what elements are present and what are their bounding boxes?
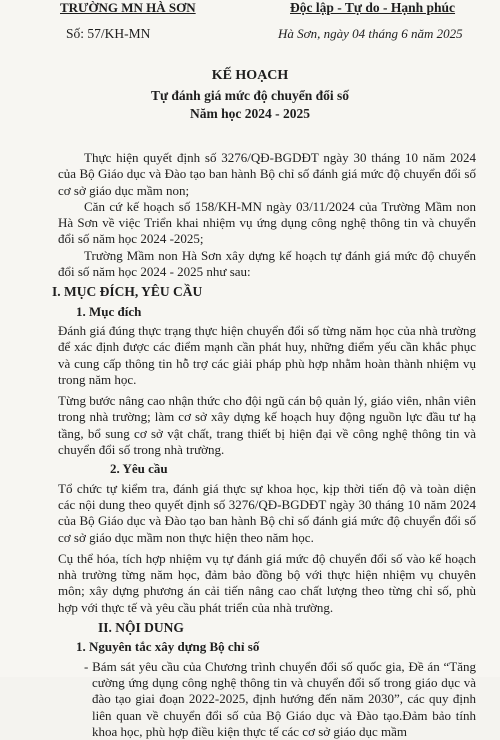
section-1-heading: I. MỤC ĐÍCH, YÊU CẦU	[52, 284, 203, 300]
requirement-paragraph-2: Cụ thể hóa, tích hợp nhiệm vụ tự đánh giá mức độ chuyển đổi số vào kế hoạch nhà trường từng năm học, đảm bảo đồng bộ với thực hiện nhiệm vụ chuyên môn; xây dựng phương án cải tiến nâng cao chất lượng theo từng chỉ số, phù hợp với thực tế và yêu cầu phát triển của nhà trường.	[58, 550, 476, 615]
place-and-date: Hà Sơn, ngày 04 tháng 6 năm 2025	[278, 26, 463, 41]
requirement-paragraph-1: Tổ chức tự kiểm tra, đánh giá thực sự khoa học, kịp thời tiến độ và toàn diện các nội dung theo quyết định số 3276/QĐ-BGDĐT ngày 30 tháng 10 năm 2024 của Bộ Giáo dục và Đào tạo ban hành Bộ chỉ số đánh giá mức độ chuyển đổi số cơ sở giáo dục mầm non thực hiện theo năm học.	[58, 480, 476, 545]
purpose-paragraph-2: Từng bước nâng cao nhận thức cho đội ngũ cán bộ quản lý, giáo viên, nhân viên trong nhà trường; làm cơ sở xây dựng kế hoạch huy động nguồn lực đầu tư hạ tầng, bổ sung cơ sở vật chất, trang thiết bị hiện đại về công nghệ thông tin và chuyển đổi số trong nhà trường.	[58, 393, 476, 458]
intro-paragraph-2: Căn cứ kế hoạch số 158/KH-MN ngày 03/11/2024 của Trường Mầm non Hà Sơn về việc Triển khai nhiệm vụ ứng dụng công nghệ thông tin và chuyển đổi số năm học 2024 -2025;	[58, 198, 476, 247]
intro-paragraph-1: Thực hiện quyết định số 3276/QĐ-BGDĐT ngày 30 tháng 10 năm 2024 của Bộ Giáo dục và Đào tạo ban hành Bộ chỉ số đánh giá mức độ chuyển đổi số cơ sở giáo dục mầm non;	[58, 150, 476, 198]
section-1-sub-1-heading: 1. Mục đích	[76, 303, 142, 319]
document-body	[52, 150, 476, 740]
section-2-heading: II. NỘI DUNG	[98, 620, 184, 636]
subtitle-line-1: Tự đánh giá mức độ chuyển đổi số	[150, 88, 350, 103]
section-1-sub-2-heading: 2. Yêu cầu	[110, 461, 168, 477]
principle-bullet-1: - Bám sát yêu cầu của Chương trình chuyển đổi số quốc gia, Đề án “Tăng cường ứng dụng công nghệ thông tin và chuyển đổi số trong giáo dục và đào tạo giai đoạn 2022-2025, định hướng đến năm 2030”, các quy định liên quan về chuyển đổi số của Bộ Giáo dục và Đào tạo.Đảm bảo tính khoa học, phù hợp điều kiện thực tế các cơ sở giáo dục mầm	[84, 658, 476, 739]
document-subtitle	[0, 87, 500, 123]
national-motto: Độc lập - Tự do - Hạnh phúc	[290, 0, 456, 15]
document-title: KẾ HOẠCH	[211, 68, 289, 83]
organization-name: TRƯỜNG MN HÀ SƠN	[60, 0, 196, 15]
intro-paragraph-3: Trường Mầm non Hà Sơn xây dựng kế hoạch tự đánh giá mức độ chuyển đổi số năm học 2024 - 2025 như sau:	[58, 247, 476, 280]
document-number: Số: 57/KH-MN	[66, 26, 151, 41]
subtitle-line-2: Năm học 2024 - 2025	[190, 106, 310, 121]
section-2-sub-1-heading: 1. Nguyên tắc xây dựng Bộ chỉ số	[76, 639, 260, 655]
purpose-paragraph-1: Đánh giá đúng thực trạng thực hiện chuyển đổi số từng năm học của nhà trường để xác định được các điểm mạnh cần phát huy, những điểm yếu cần khắc phục và cung cấp thông tin hỗ trợ các giải pháp phù hợp nhằm hoàn thành nhiệm vụ trong năm học.	[58, 322, 476, 387]
